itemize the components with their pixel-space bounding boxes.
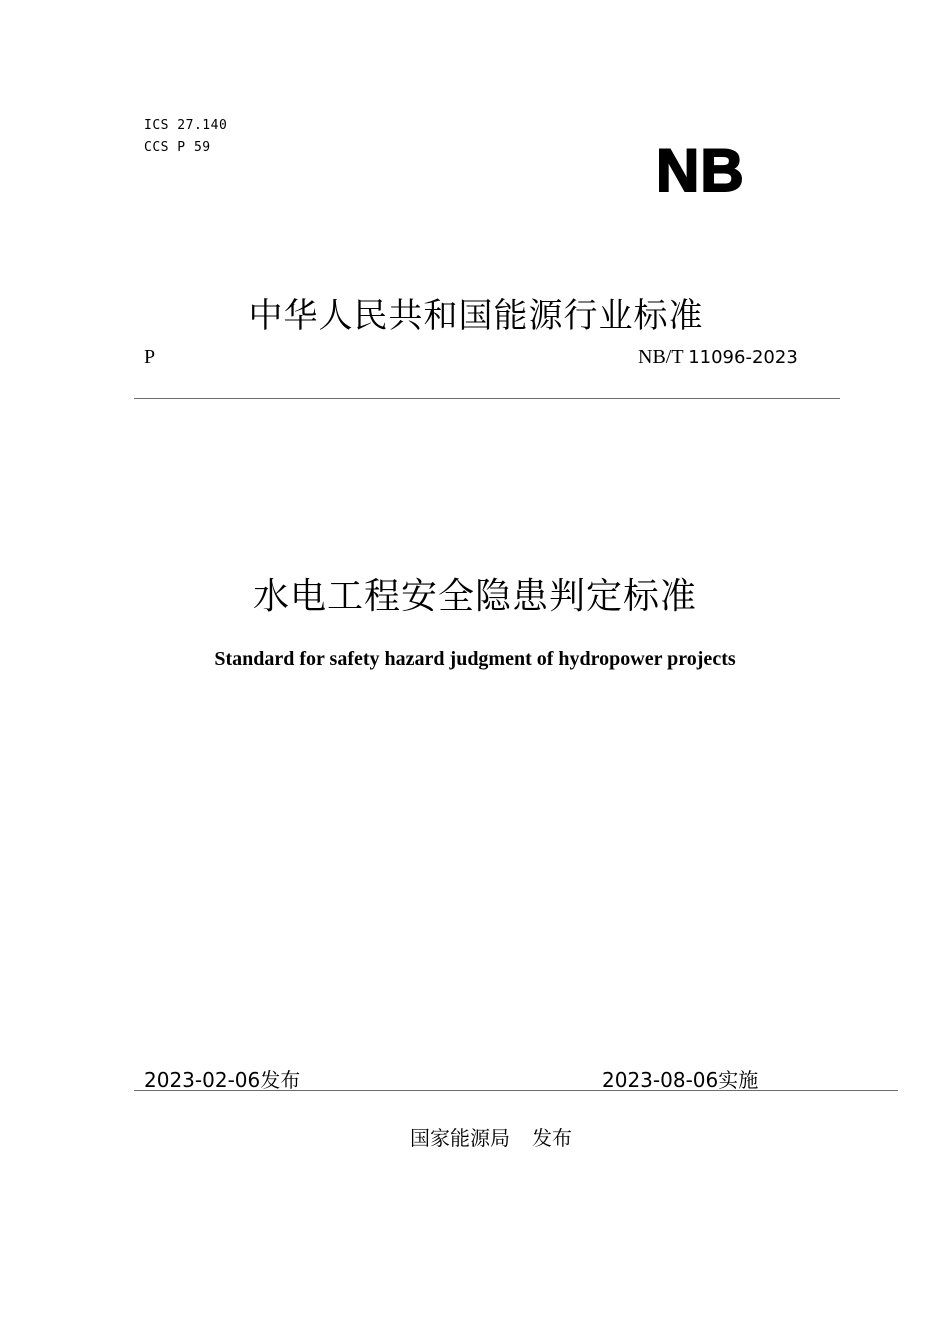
publisher-action: 发布	[532, 1126, 572, 1150]
ccs-code: CCS P 59	[144, 140, 211, 155]
issue-date: 2023-02-06发布	[144, 1068, 301, 1092]
standard-category-title	[0, 288, 950, 337]
standard-number-value: 11096-2023	[688, 347, 798, 368]
footer-divider	[134, 1090, 898, 1091]
header-divider	[134, 398, 840, 399]
ics-code: ICS 27.140	[144, 118, 228, 133]
standard-number-prefix: NB/T	[638, 346, 684, 368]
publisher	[410, 1122, 572, 1151]
implementation-date: 2023-08-06实施	[602, 1068, 759, 1092]
standard-number	[638, 346, 798, 369]
chinese-title: 水电工程安全隐患判定标准	[252, 576, 697, 617]
publisher-name: 国家能源局	[410, 1126, 510, 1150]
classification-code: P	[144, 346, 156, 368]
english-title: Standard for safety hazard judgment of hydropower projects	[214, 648, 736, 670]
nb-logo: NB	[656, 137, 745, 204]
standard-category-text: 中华人民共和国能源行业标准	[248, 296, 704, 336]
